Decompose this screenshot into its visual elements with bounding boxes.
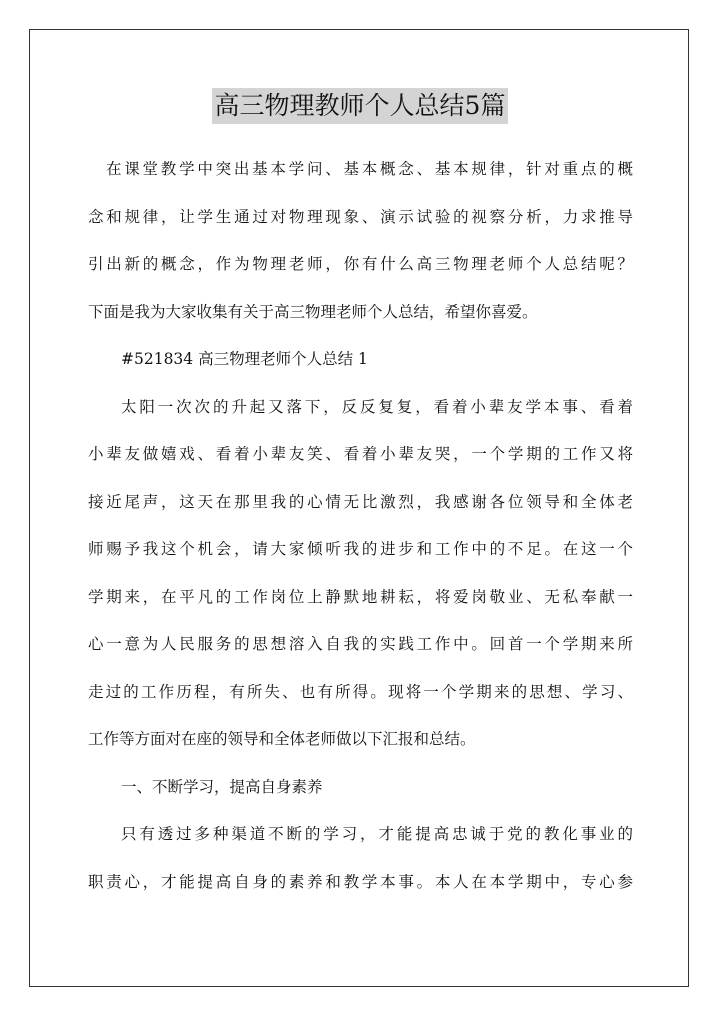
- paragraph-line: 职责心，才能提高自身的素养和教学本事。本人在本学期中，专心参: [88, 872, 633, 891]
- paragraph-line: 下面是我为大家收集有关于高三物理老师个人总结，希望你喜爱。: [88, 302, 538, 321]
- paragraph-line: 接近尾声，这天在那里我的心情无比激烈，我感谢各位领导和全体老: [88, 492, 633, 511]
- paragraph-line: 只有透过多种渠道不断的学习，才能提高忠诚于党的教化事业的: [121, 825, 633, 843]
- subsection-heading: 一、不断学习，提高自身素养: [121, 777, 323, 796]
- paragraph-line: 师赐予我这个机会，请大家倾听我的进步和工作中的不足。在这一个: [88, 540, 633, 558]
- paragraph-line: 引出新的概念，作为物理老师，你有什么高三物理老师个人总结呢？: [88, 255, 633, 273]
- paragraph-line: 在课堂教学中突出基本学问、基本概念、基本规律，针对重点的概: [106, 160, 633, 178]
- paragraph-line: 太阳一次次的升起又落下，反反复复，看着小辈友学本事、看着: [121, 397, 633, 416]
- paragraph-line: 心一意为人民服务的思想溶入自我的实践工作中。回首一个学期来所: [88, 635, 633, 653]
- paragraph-line: 学期来，在平凡的工作岗位上静默地耕耘，将爱岗敬业、无私奉献一: [88, 587, 633, 606]
- paragraph-line: 念和规律，让学生通过对物理现象、演示试验的视察分析，力求推导: [88, 207, 633, 226]
- title-container: [0, 88, 720, 124]
- section-heading: #521834 高三物理老师个人总结 1: [121, 350, 368, 368]
- document-body: [88, 146, 633, 906]
- paragraph-line: 走过的工作历程，有所失、也有所得。现将一个学期来的思想、学习、: [88, 682, 633, 701]
- paragraph-line: 工作等方面对在座的领导和全体老师做以下汇报和总结。: [88, 730, 476, 748]
- document-title: 高三物理教师个人总结5篇: [212, 88, 509, 124]
- paragraph-line: 小辈友做嬉戏、看着小辈友笑、看着小辈友哭，一个学期的工作又将: [88, 445, 633, 463]
